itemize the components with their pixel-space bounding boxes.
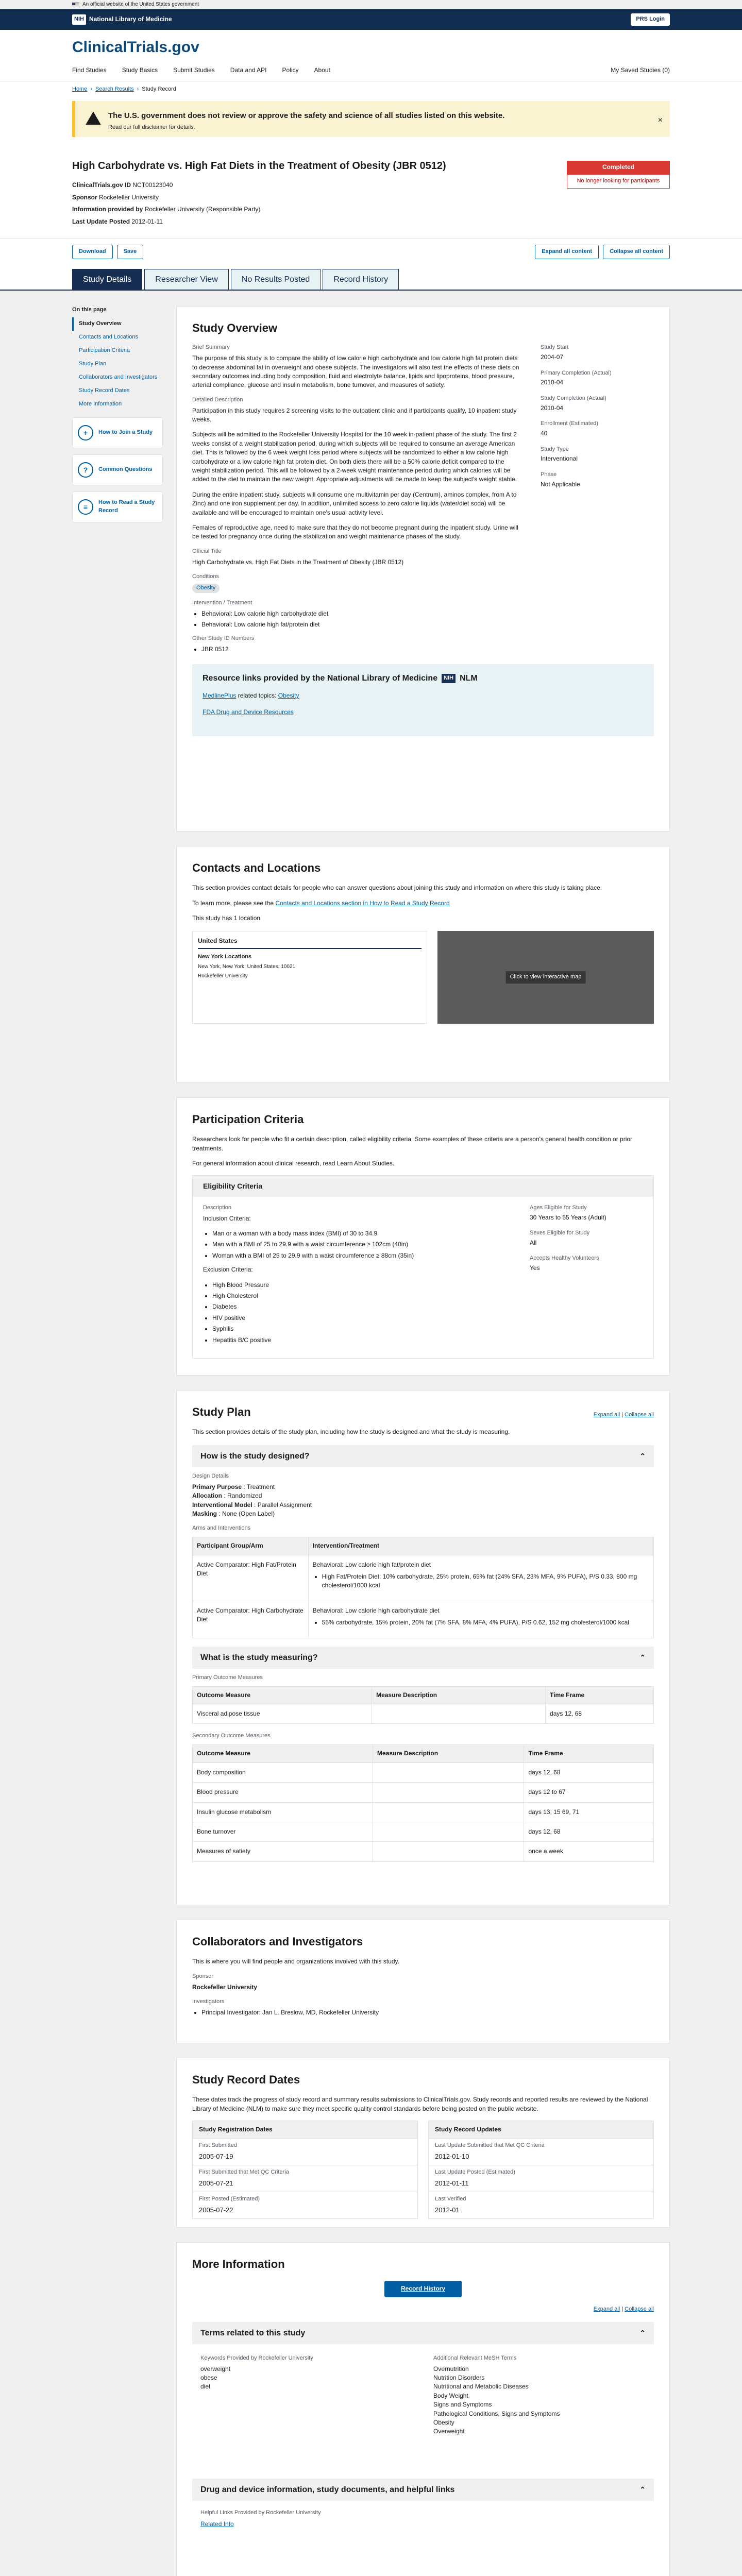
download-button[interactable]: Download	[72, 245, 113, 259]
design-key: Interventional Model	[192, 1501, 252, 1509]
plan-intro: This section provides details of the study plan, including how the study is designed and what the study is measuring.	[192, 1428, 510, 1436]
arm-cell: Active Comparator: High Fat/Protein Diet	[193, 1555, 309, 1601]
list-item: • Woman with a BMI of 25 to 29.9 with a waist circumference ≥ 88cm (35in)	[212, 1251, 509, 1260]
sidebar-item-collaborators[interactable]: Collaborators and Investigators	[79, 374, 158, 381]
warning-icon	[86, 111, 101, 125]
more-collapse-all[interactable]: Collapse all	[625, 2306, 654, 2312]
other-id-label: Other Study ID Numbers	[192, 635, 255, 641]
overview-heading: Study Overview	[192, 321, 278, 335]
brief-label: Brief Summary	[192, 344, 230, 351]
sidebar-heading: On this page	[72, 307, 107, 313]
eligibility-box	[192, 1175, 654, 1359]
date-value: 2012-01-11	[435, 2179, 469, 2188]
table-row	[193, 1704, 654, 1724]
table-cell: days 12, 68	[546, 1704, 654, 1724]
design-accordion[interactable]	[192, 1445, 654, 1467]
table-cell: Visceral adipose tissue	[193, 1704, 372, 1724]
alert-title: The U.S. government does not review or approve the safety and science of all studies listed on this website.	[108, 111, 505, 121]
fact-label: Ages Eligible for Study	[530, 1204, 587, 1211]
sidebar-item-dates[interactable]: Study Record Dates	[79, 387, 130, 394]
us-flag-icon	[72, 3, 79, 7]
table-header: Participant Group/Arm	[193, 1537, 309, 1555]
contacts-intro: This section provides contact details for people who can answer questions about joining this study and information on where this study is taking place.	[192, 884, 602, 892]
save-button[interactable]: Save	[117, 245, 144, 259]
table-row	[193, 1601, 654, 1638]
measure-heading: What is the study measuring?	[200, 1653, 318, 1662]
sponsor-value: Rockefeller University	[99, 193, 159, 201]
fda-resources-link[interactable]: FDA Drug and Device Resources	[203, 708, 294, 716]
secondary-outcome-label: Secondary Outcome Measures	[192, 1733, 271, 1739]
gov-banner	[0, 0, 742, 9]
participation-heading: Participation Criteria	[192, 1113, 304, 1126]
official-title: High Carbohydrate vs. High Fat Diets in the Treatment of Obesity (JBR 0512)	[192, 558, 404, 566]
inclusion-label: Inclusion Criteria:	[203, 1214, 251, 1222]
table-cell	[373, 1822, 524, 1841]
table-row	[193, 1822, 654, 1841]
dates-heading: Study Record Dates	[192, 2073, 300, 2087]
table-cell: days 12, 68	[524, 1762, 654, 1782]
mesh-list	[433, 2365, 646, 2436]
overview-facts	[541, 344, 654, 659]
list-item: • HIV positive	[212, 1314, 509, 1323]
design-details-label: Design Details	[192, 1472, 229, 1479]
nih-badge-icon: NIH	[442, 674, 456, 683]
sidebar-item-overview[interactable]: Study Overview	[72, 317, 163, 331]
site-address: New York, New York, United States, 10021	[198, 963, 296, 970]
tab-study-details[interactable]: Study Details	[72, 269, 142, 290]
fact-label: Sexes Eligible for Study	[530, 1230, 590, 1236]
nlm-header	[0, 9, 742, 30]
intervention-list	[192, 609, 520, 630]
measure-accordion[interactable]	[192, 1647, 654, 1669]
fact-value: 40	[541, 430, 548, 437]
record-history-button[interactable]: Record History	[384, 2281, 462, 2297]
design-value: Parallel Assignment	[257, 1501, 312, 1509]
date-label: First Posted (Estimated)	[199, 2195, 260, 2202]
table-cell: Blood pressure	[193, 1783, 373, 1802]
study-overview-section	[176, 306, 670, 832]
contacts-section	[176, 846, 670, 1083]
registration-dates	[192, 2121, 418, 2219]
drug-info-accordion[interactable]	[192, 2479, 654, 2501]
info-value: Rockefeller University (Responsible Party)	[144, 206, 261, 213]
table-cell	[373, 1842, 524, 1861]
sidebar	[72, 291, 163, 2576]
design-value: None (Open Label)	[222, 1510, 275, 1517]
fact-value: All	[530, 1239, 537, 1246]
close-icon[interactable]: ×	[657, 116, 663, 125]
nav-data-api[interactable]: Data and API	[230, 66, 267, 74]
collapse-all-button[interactable]: Collapse all content	[603, 245, 670, 259]
read-record-card[interactable]	[72, 492, 163, 522]
design-value: Treatment	[246, 1483, 275, 1490]
site-org: Rockefeller University	[198, 973, 248, 979]
design-value: Randomized	[227, 1492, 262, 1500]
fact-value: Not Applicable	[541, 480, 580, 488]
nlm-badge-text: NLM	[460, 673, 478, 683]
keyword: overweight	[200, 2365, 231, 2372]
table-cell: Insulin glucose metabolism	[193, 1802, 373, 1822]
table-header: Outcome Measure	[193, 1745, 373, 1762]
fact-value: 30 Years to 55 Years (Adult)	[530, 1213, 606, 1221]
nav-about[interactable]: About	[314, 66, 330, 74]
participation-p2: For general information about clinical research, read Learn About Studies.	[192, 1160, 395, 1167]
site-title[interactable]: ClinicalTrials.gov	[72, 39, 199, 56]
question-icon: ?	[78, 462, 93, 478]
intervention-label: Intervention / Treatment	[192, 599, 252, 606]
location-count: This study has 1 location	[192, 914, 261, 922]
fact-value: 2010-04	[541, 379, 564, 386]
table-header: Time Frame	[524, 1745, 654, 1762]
date-value: 2012-01-10	[435, 2153, 469, 2161]
tabs	[0, 269, 742, 291]
nlm-title: National Library of Medicine	[89, 15, 172, 23]
table-row	[193, 1783, 654, 1802]
fact-label: Study Completion (Actual)	[541, 395, 606, 401]
description-label: Description	[203, 1204, 232, 1211]
conditions-label: Conditions	[192, 573, 219, 580]
chevron-up-icon: ⌃	[639, 2485, 646, 2494]
table-cell: Body composition	[193, 1762, 373, 1782]
exclusion-label: Exclusion Criteria:	[203, 1266, 253, 1274]
collab-sponsor-label: Sponsor	[192, 1973, 213, 1979]
prs-login-button[interactable]: PRS Login	[631, 13, 670, 26]
site-header	[0, 30, 742, 81]
detail-p4: Females of reproductive age, need to make sure that they do not become pregnant during the inpatient study. Urine will be tested for pregnancy once during the stabilization and weight maintenance phases of the study.	[192, 523, 518, 540]
primary-outcome-table	[192, 1686, 654, 1724]
date-label: Last Update Submitted that Met QC Criteria	[435, 2142, 545, 2149]
breadcrumb-search-results[interactable]: Search Results	[95, 86, 134, 93]
study-plan-section: Study Plan Expand all | Collapse all This section provides details of the study plan, including how the study is designed and what the study is measuring. How is the study designed? ⌃ Design Details Primary Purpose : Treatment Allocation : Randomized Interventional Model : Parallel Assignment Masking : None (Open Label) Arms and Interventions Participant Group/Arm Intervention/Treatment Active Comparator: High Fat/Protein Diet Behavioral: Low calorie high fat/protein diet • High Fat/Protein Diet: 10% carbohydrate, 25% protein, 65% fat (24% SFA, 23% MFA, 9% PUFA), P/S 0.33, 800 mg cholesterol/1000 kcal Active Comparator: High Carbohydrate Diet Behavioral: Low calorie high carbohydrate diet • 55% carbohydrate, 15% protein, 20% fat (7% SFA, 8% MFA, 4% PUFA), P/S 0.62, 152 mg cholesterol/1000 kcal What is the study measuring? ⌃ Primary Outcome Measures Outcome Measure Measure Description Time Frame Visceral adipose tissue days 12, 68 Secondary Outcome Measures Outcome Measure Measure Description Time Frame Body composition days 12, 68 Blood pressure days 12 to 67 Insulin glucose metabolism days 13, 15 69, 71 Bone turnover days 12, 68 Measures of satiety once a week	[176, 1390, 670, 1905]
more-info-section: More Information Record History Expand all | Collapse all Terms related to this study ⌃ Keywords Provided by Rockefeller University overweight obese diet Additional Relevant MeSH Terms Overnutrition Nutrition Disorders Nutritional and Metabolic Diseases Body Weight Signs and Symptoms Pathological Conditions, Signs and Symptoms Obesity Overweight Drug and device information, study documents, and helpful links ⌃ Helpful Links Provided by Rockefeller University Related Info	[176, 2242, 670, 2576]
plan-heading: Study Plan	[192, 1405, 251, 1419]
nlm-resources-title: Resource links provided by the National Library of Medicine	[203, 673, 438, 683]
breadcrumb-current: Study Record	[142, 86, 176, 93]
date-value: 2012-01	[435, 2206, 460, 2214]
breadcrumb: Home › Search Results › Study Record	[72, 86, 670, 94]
expand-all-button[interactable]: Expand all content	[535, 245, 599, 259]
contacts-how-to-link[interactable]: Contacts and Locations section in How to Read a Study Record	[275, 899, 450, 907]
date-value: 2005-07-19	[199, 2153, 233, 2161]
breadcrumb-home[interactable]: Home	[72, 86, 88, 93]
sidebar-item-plan[interactable]: Study Plan	[79, 361, 107, 367]
detail-label: Detailed Description	[192, 396, 243, 403]
design-details: Primary Purpose : Treatment Allocation : Randomized Interventional Model : Parallel Assignment Masking : None (Open Label)	[192, 1483, 312, 1517]
status-sub: No longer looking for participants	[567, 174, 670, 189]
document-icon: ≡	[78, 499, 93, 515]
mesh-term: Overweight	[433, 2428, 465, 2435]
study-title: High Carbohydrate vs. High Fat Diets in the Treatment of Obesity (JBR 0512)	[72, 160, 446, 172]
more-expand-all[interactable]: Expand all	[593, 2306, 620, 2312]
table-cell	[372, 1704, 546, 1724]
join-study-label: How to Join a Study	[98, 429, 153, 435]
table-row	[193, 1802, 654, 1822]
list-item: • High Blood Pressure	[212, 1281, 509, 1290]
arms-label: Arms and Interventions	[192, 1525, 251, 1532]
participation-section	[176, 1097, 670, 1376]
alert-body: Read our full disclaimer for details.	[108, 124, 195, 131]
state-heading: New York Locations	[198, 953, 252, 960]
tab-no-results[interactable]: No Results Posted	[231, 269, 321, 290]
design-key: Allocation	[192, 1492, 223, 1500]
terms-heading: Terms related to this study	[200, 2328, 306, 2337]
plan-collapse-all[interactable]: Collapse all	[625, 1412, 654, 1418]
info-label: Information provided by	[72, 206, 143, 213]
participation-p1: Researchers look for people who fit a certain description, called eligibility criteria. Some examples of these criteria are a person's general health condition or prior treatments.	[192, 1136, 633, 1152]
detail-p2: Subjects will be admitted to the Rockefeller University Hospital for the 10 week in-patient phase of the study. The first 2 weeks consist of a weight stabilization period, during which subjects will be required to consume an average American diet. This is followed by the 6 week weight loss period where subjects will be randomized to either a low calorie high carbohydrate or a low calorie high fat protein diet. On both diets there will be a 50% calorie deficit compared to the weight stabilization period. This will be followed by a 2-week weight maintenance period during which calories will be added to the diet to maintain the new weight. Appropriate adjustments will be made to keep the subject's weight stable.	[192, 431, 517, 483]
design-key: Masking	[192, 1510, 217, 1517]
sponsor-label: Sponsor	[72, 193, 97, 201]
status-badge	[567, 161, 670, 188]
detail-p3: During the entire inpatient study, subjects will consume one multivitamin per day (Centrum), aminos complex, from A to Zinc) and one iron supplement per day. In addition, unlimited access to zero calorie liquids (water/diet soda) will be available and will be encouraged to maintain one's usual activity level.	[192, 490, 517, 516]
nct-id: NCT00123040	[132, 181, 173, 189]
gov-banner-text: An official website of the United States government	[82, 1, 199, 7]
official-label: Official Title	[192, 548, 222, 554]
table-cell: once a week	[524, 1842, 654, 1861]
fact-label: Phase	[541, 471, 557, 478]
terms-accordion[interactable]	[192, 2322, 654, 2344]
keyword: diet	[200, 2383, 211, 2391]
fact-label: Study Type	[541, 446, 569, 452]
nih-logo-icon: NIH	[72, 14, 86, 25]
nlm-logo[interactable]	[72, 14, 172, 25]
sidebar-item-participation[interactable]: Participation Criteria	[79, 347, 130, 354]
date-value: 2005-07-21	[199, 2179, 233, 2188]
common-questions-label: Common Questions	[98, 466, 153, 472]
table-row	[193, 1762, 654, 1782]
table-row	[193, 1842, 654, 1861]
related-topics-label: related topics:	[238, 692, 277, 700]
nav-submit-studies[interactable]: Submit Studies	[173, 66, 215, 74]
table-header: Time Frame	[546, 1686, 654, 1704]
list-item: • Man with a BMI of 25 to 29.9 with a waist circumference ≥ 102cm (40in)	[212, 1240, 509, 1249]
nct-label: ClinicalTrials.gov ID	[72, 181, 131, 189]
table-header: Measure Description	[373, 1745, 524, 1762]
updates-heading: Study Record Updates	[429, 2121, 653, 2138]
mesh-term: Obesity	[433, 2419, 454, 2427]
drug-info-heading: Drug and device information, study documents, and helpful links	[200, 2485, 455, 2494]
design-heading: How is the study designed?	[200, 1451, 310, 1461]
nav-find-studies[interactable]: Find Studies	[72, 66, 107, 74]
table-cell: days 12 to 67	[524, 1783, 654, 1802]
status-label: Completed	[567, 161, 670, 174]
list-item: • Man or a woman with a body mass index (BMI) of 30 to 34.9	[212, 1229, 509, 1238]
table-row	[193, 1555, 654, 1601]
eligibility-heading: Eligibility Criteria	[193, 1176, 653, 1196]
fact-label: Enrollment (Estimated)	[541, 420, 598, 427]
investigator-item: • Principal Investigator: Jan L. Breslow, MD, Rockefeller University	[201, 2008, 654, 2017]
helpful-links-label: Helpful Links Provided by Rockefeller University	[200, 2509, 321, 2516]
date-label: First Submitted	[199, 2142, 237, 2149]
table-header: Outcome Measure	[193, 1686, 372, 1704]
fact-value: Yes	[530, 1264, 540, 1272]
collab-intro: This is where you will find people and organizations involved with this study.	[192, 1958, 399, 1965]
nav-saved-studies[interactable]: My Saved Studies (0)	[611, 66, 670, 74]
arms-table	[192, 1537, 654, 1638]
date-label: Last Update Posted (Estimated)	[435, 2169, 515, 2176]
country-heading: United States	[198, 937, 421, 948]
main-nav	[72, 61, 670, 81]
detail-p1: Participation in this study requires 2 screening visits to the outpatient clinic and if participants qualify, 10 inpatient study weeks.	[192, 406, 517, 423]
table-cell: days 12, 68	[524, 1822, 654, 1841]
sidebar-item-contacts[interactable]: Contacts and Locations	[79, 334, 138, 341]
contacts-p2: To learn more, please see the	[192, 899, 274, 907]
secondary-outcome-table	[192, 1744, 654, 1861]
disclaimer-alert	[72, 101, 670, 137]
table-cell	[373, 1783, 524, 1802]
intervention-cell: Behavioral: Low calorie high carbohydrate diet	[312, 1606, 440, 1614]
list-item: • High Cholesterol	[212, 1292, 509, 1300]
mesh-term: Signs and Symptoms	[433, 2401, 492, 2409]
other-id-value: • JBR 0512	[201, 645, 520, 654]
list-item: • Behavioral: Low calorie high carbohydrate diet	[201, 609, 520, 618]
map-overlay[interactable]: Click to view interactive map	[506, 971, 586, 984]
keyword: obese	[200, 2374, 217, 2382]
medlineplus-link[interactable]: MedlinePlus	[203, 692, 237, 700]
date-label: First Submitted that Met QC Criteria	[199, 2169, 289, 2176]
join-study-card[interactable]	[72, 417, 163, 448]
condition-chip[interactable]: Obesity	[192, 584, 220, 593]
collab-sponsor: Rockefeller University	[192, 1983, 258, 1991]
location-list	[192, 931, 427, 1024]
mesh-term: Pathological Conditions, Signs and Symptoms	[433, 2410, 560, 2417]
update-value: 2012-01-11	[131, 217, 163, 225]
table-cell	[373, 1802, 524, 1822]
mesh-label: Additional Relevant MeSH Terms	[433, 2354, 517, 2361]
chevron-up-icon: ⌃	[639, 1452, 646, 1461]
table-cell: Bone turnover	[193, 1822, 373, 1841]
list-item: • Hepatitis B/C positive	[212, 1336, 509, 1345]
plan-expand-all[interactable]: Expand all	[593, 1412, 620, 1418]
dates-intro: These dates track the progress of study record and summary results submissions to ClinicalTrials.gov. Study records and reported results are reviewed by the National Library of Medicine (NLM) to make sure they meet specific quality control standards before being posted on the public website.	[192, 2096, 648, 2112]
fact-value: 2010-04	[541, 404, 564, 412]
design-key: Primary Purpose	[192, 1483, 242, 1490]
keywords-label: Keywords Provided by Rockefeller University	[200, 2354, 313, 2361]
list-item: • Behavioral: Low calorie high fat/protein diet	[201, 620, 520, 629]
fact-label: Accepts Healthy Volunteers	[530, 1255, 599, 1262]
mesh-term: Nutrition Disorders	[433, 2374, 485, 2382]
more-heading: More Information	[192, 2258, 285, 2271]
list-item: • Syphilis	[212, 1325, 509, 1333]
obesity-topic-link[interactable]: Obesity	[278, 692, 299, 700]
mesh-term: Body Weight	[433, 2392, 468, 2399]
fact-value: 2004-07	[541, 353, 564, 361]
table-cell: Measures of satiety	[193, 1842, 373, 1861]
read-record-label: How to Read a Study Record	[98, 499, 155, 514]
update-dates	[428, 2121, 654, 2219]
mesh-term: Nutritional and Metabolic Diseases	[433, 2383, 529, 2391]
fact-label: Primary Completion (Actual)	[541, 369, 612, 376]
list-item: • 55% carbohydrate, 15% protein, 20% fat (7% SFA, 8% MFA, 4% PUFA), P/S 0.62, 152 mg cholesterol/1000 kcal	[322, 1618, 649, 1627]
tab-researcher-view[interactable]: Researcher View	[144, 269, 229, 290]
nlm-resources-box	[192, 664, 654, 736]
fact-label: Study Start	[541, 344, 569, 351]
list-item: • High Fat/Protein Diet: 10% carbohydrate, 25% protein, 65% fat (24% SFA, 23% MFA, 9% PUFA), P/S 0.33, 800 mg cholesterol/1000 kcal	[322, 1572, 649, 1590]
intervention-cell: Behavioral: Low calorie high fat/protein diet	[312, 1561, 431, 1568]
keywords-list	[200, 2365, 413, 2392]
record-dates-section	[176, 2058, 670, 2228]
common-questions-card[interactable]	[72, 454, 163, 485]
update-label: Last Update Posted	[72, 217, 130, 225]
sidebar-item-more[interactable]: More Information	[79, 400, 122, 407]
date-label: Last Verified	[435, 2195, 466, 2202]
brief-text: The purpose of this study is to compare the ability of low calorie high carbohydrate and low calorie high fat protein diets to decrease abdominal fat in overweight and obese subjects. The investigators will also test the effects of these diets on secondary outcomes including body composition, fluid and electrolyte balance, lipids and lipoproteins, blood pressure, arterial compliance, glucose and insulin metabolism, bone turnover, and measures of satiety.	[192, 354, 519, 389]
location-map[interactable]	[437, 931, 654, 1024]
action-bar	[0, 238, 742, 269]
registration-heading: Study Registration Dates	[193, 2121, 417, 2138]
list-item: • Diabetes	[212, 1302, 509, 1311]
investigators-label: Investigators	[192, 1998, 225, 2005]
chevron-up-icon: ⌃	[639, 2328, 646, 2337]
table-header: Intervention/Treatment	[308, 1537, 653, 1555]
collaborators-section	[176, 1920, 670, 2043]
related-info-link[interactable]: Related Info	[200, 2520, 234, 2528]
table-cell: days 13, 15 69, 71	[524, 1802, 654, 1822]
fact-value: Interventional	[541, 455, 578, 463]
contacts-heading: Contacts and Locations	[192, 861, 321, 875]
tab-record-history[interactable]: Record History	[323, 269, 399, 290]
collab-heading: Collaborators and Investigators	[192, 1935, 363, 1948]
chevron-up-icon: ⌃	[639, 1653, 646, 1662]
nav-study-basics[interactable]: Study Basics	[122, 66, 158, 74]
date-value: 2005-07-22	[199, 2206, 233, 2214]
primary-outcome-label: Primary Outcome Measures	[192, 1674, 263, 1681]
study-header	[0, 145, 742, 238]
nav-policy[interactable]: Policy	[282, 66, 299, 74]
table-cell	[373, 1762, 524, 1782]
arm-cell: Active Comparator: High Carbohydrate Diet	[193, 1601, 309, 1638]
mesh-term: Overnutrition	[433, 2365, 469, 2372]
table-header: Measure Description	[372, 1686, 546, 1704]
person-icon: +	[78, 425, 93, 440]
